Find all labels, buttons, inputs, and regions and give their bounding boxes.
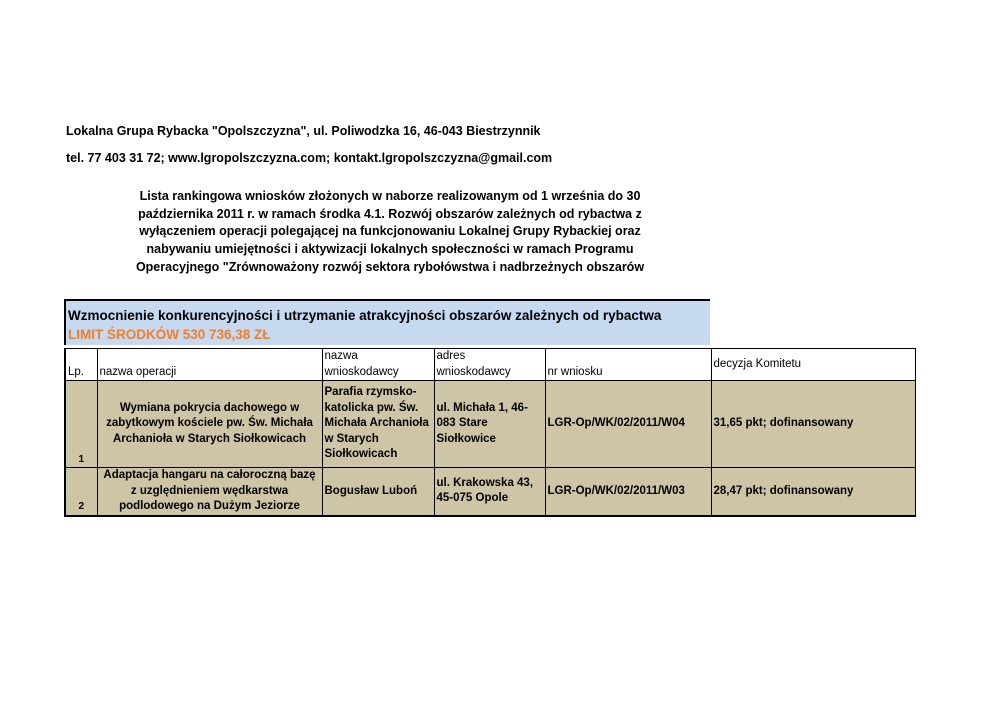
header-decision: decyzja Komitetu: [711, 349, 915, 381]
row-decision: 28,47 pkt; dofinansowany: [711, 468, 915, 516]
document-title: Lista rankingowa wniosków złożonych w naborze realizowanym od 1 września do 30 października 2011 r. w ramach środka 4.1. Rozwój obszarów zależnych od rybactwa z wyłączeniem operacji polegającej na funkcjonowaniu Lokalnej Grupy Rybackiej oraz nabywaniu umiejętności i aktywizacji lokalnych społeczności w ramach Programu Operacyjnego "Zrównoważony rozwój sektora rybołówstwa i nadbrzeżnych obszarów: [135, 189, 645, 274]
measure-title: Wzmocnienie konkurencyjności i utrzymanie atrakcyjności obszarów zależnych od rybactwa: [68, 308, 662, 323]
row-number: LGR-Op/WK/02/2011/W04: [545, 381, 711, 468]
row-operation: Adaptacja hangaru na całoroczną bazę z uzględnieniem wędkarstwa podlodowego na Dużym Jeziorze: [97, 468, 322, 516]
header-number: nr wniosku: [545, 349, 711, 381]
document-title-box: [70, 189, 710, 287]
row-lp: 1: [65, 381, 97, 468]
row-applicant: Bogusław Luboń: [322, 468, 434, 516]
table-header-row: [65, 349, 915, 381]
measure-banner: [64, 299, 710, 345]
table-row: [65, 468, 915, 516]
row-address: ul. Michała 1, 46-083 Stare Siołkowice: [434, 381, 545, 468]
header-operation: nazwa operacji: [97, 349, 322, 381]
row-address: ul. Krakowska 43, 45-075 Opole: [434, 468, 545, 516]
header-lp: Lp.: [65, 349, 97, 381]
table-row: [65, 381, 915, 468]
header-applicant: nazwa wnioskodawcy: [322, 349, 434, 381]
row-operation: Wymiana pokrycia dachowego w zabytkowym kościele pw. Św. Michała Archanioła w Starych Siołkowicach: [97, 381, 322, 468]
funding-limit: LIMIT ŚRODKÓW 530 736,38 ZŁ: [68, 327, 271, 342]
ranking-table: [64, 348, 916, 517]
row-lp: 2: [65, 468, 97, 516]
header-address: adres wnioskodawcy: [434, 349, 545, 381]
row-decision: 31,65 pkt; dofinansowany: [711, 381, 915, 468]
contact-line: tel. 77 403 31 72; www.lgropolszczyzna.com; kontakt.lgropolszczyzna@gmail.com: [66, 151, 553, 165]
row-applicant: Parafia rzymsko-katolicka pw. Św. Michała Archanioła w Starych Siołkowicach: [322, 381, 434, 468]
row-number: LGR-Op/WK/02/2011/W03: [545, 468, 711, 516]
organization-header: Lokalna Grupa Rybacka "Opolszczyzna", ul. Poliwodzka 16, 46-043 Biestrzynnik: [66, 124, 541, 138]
